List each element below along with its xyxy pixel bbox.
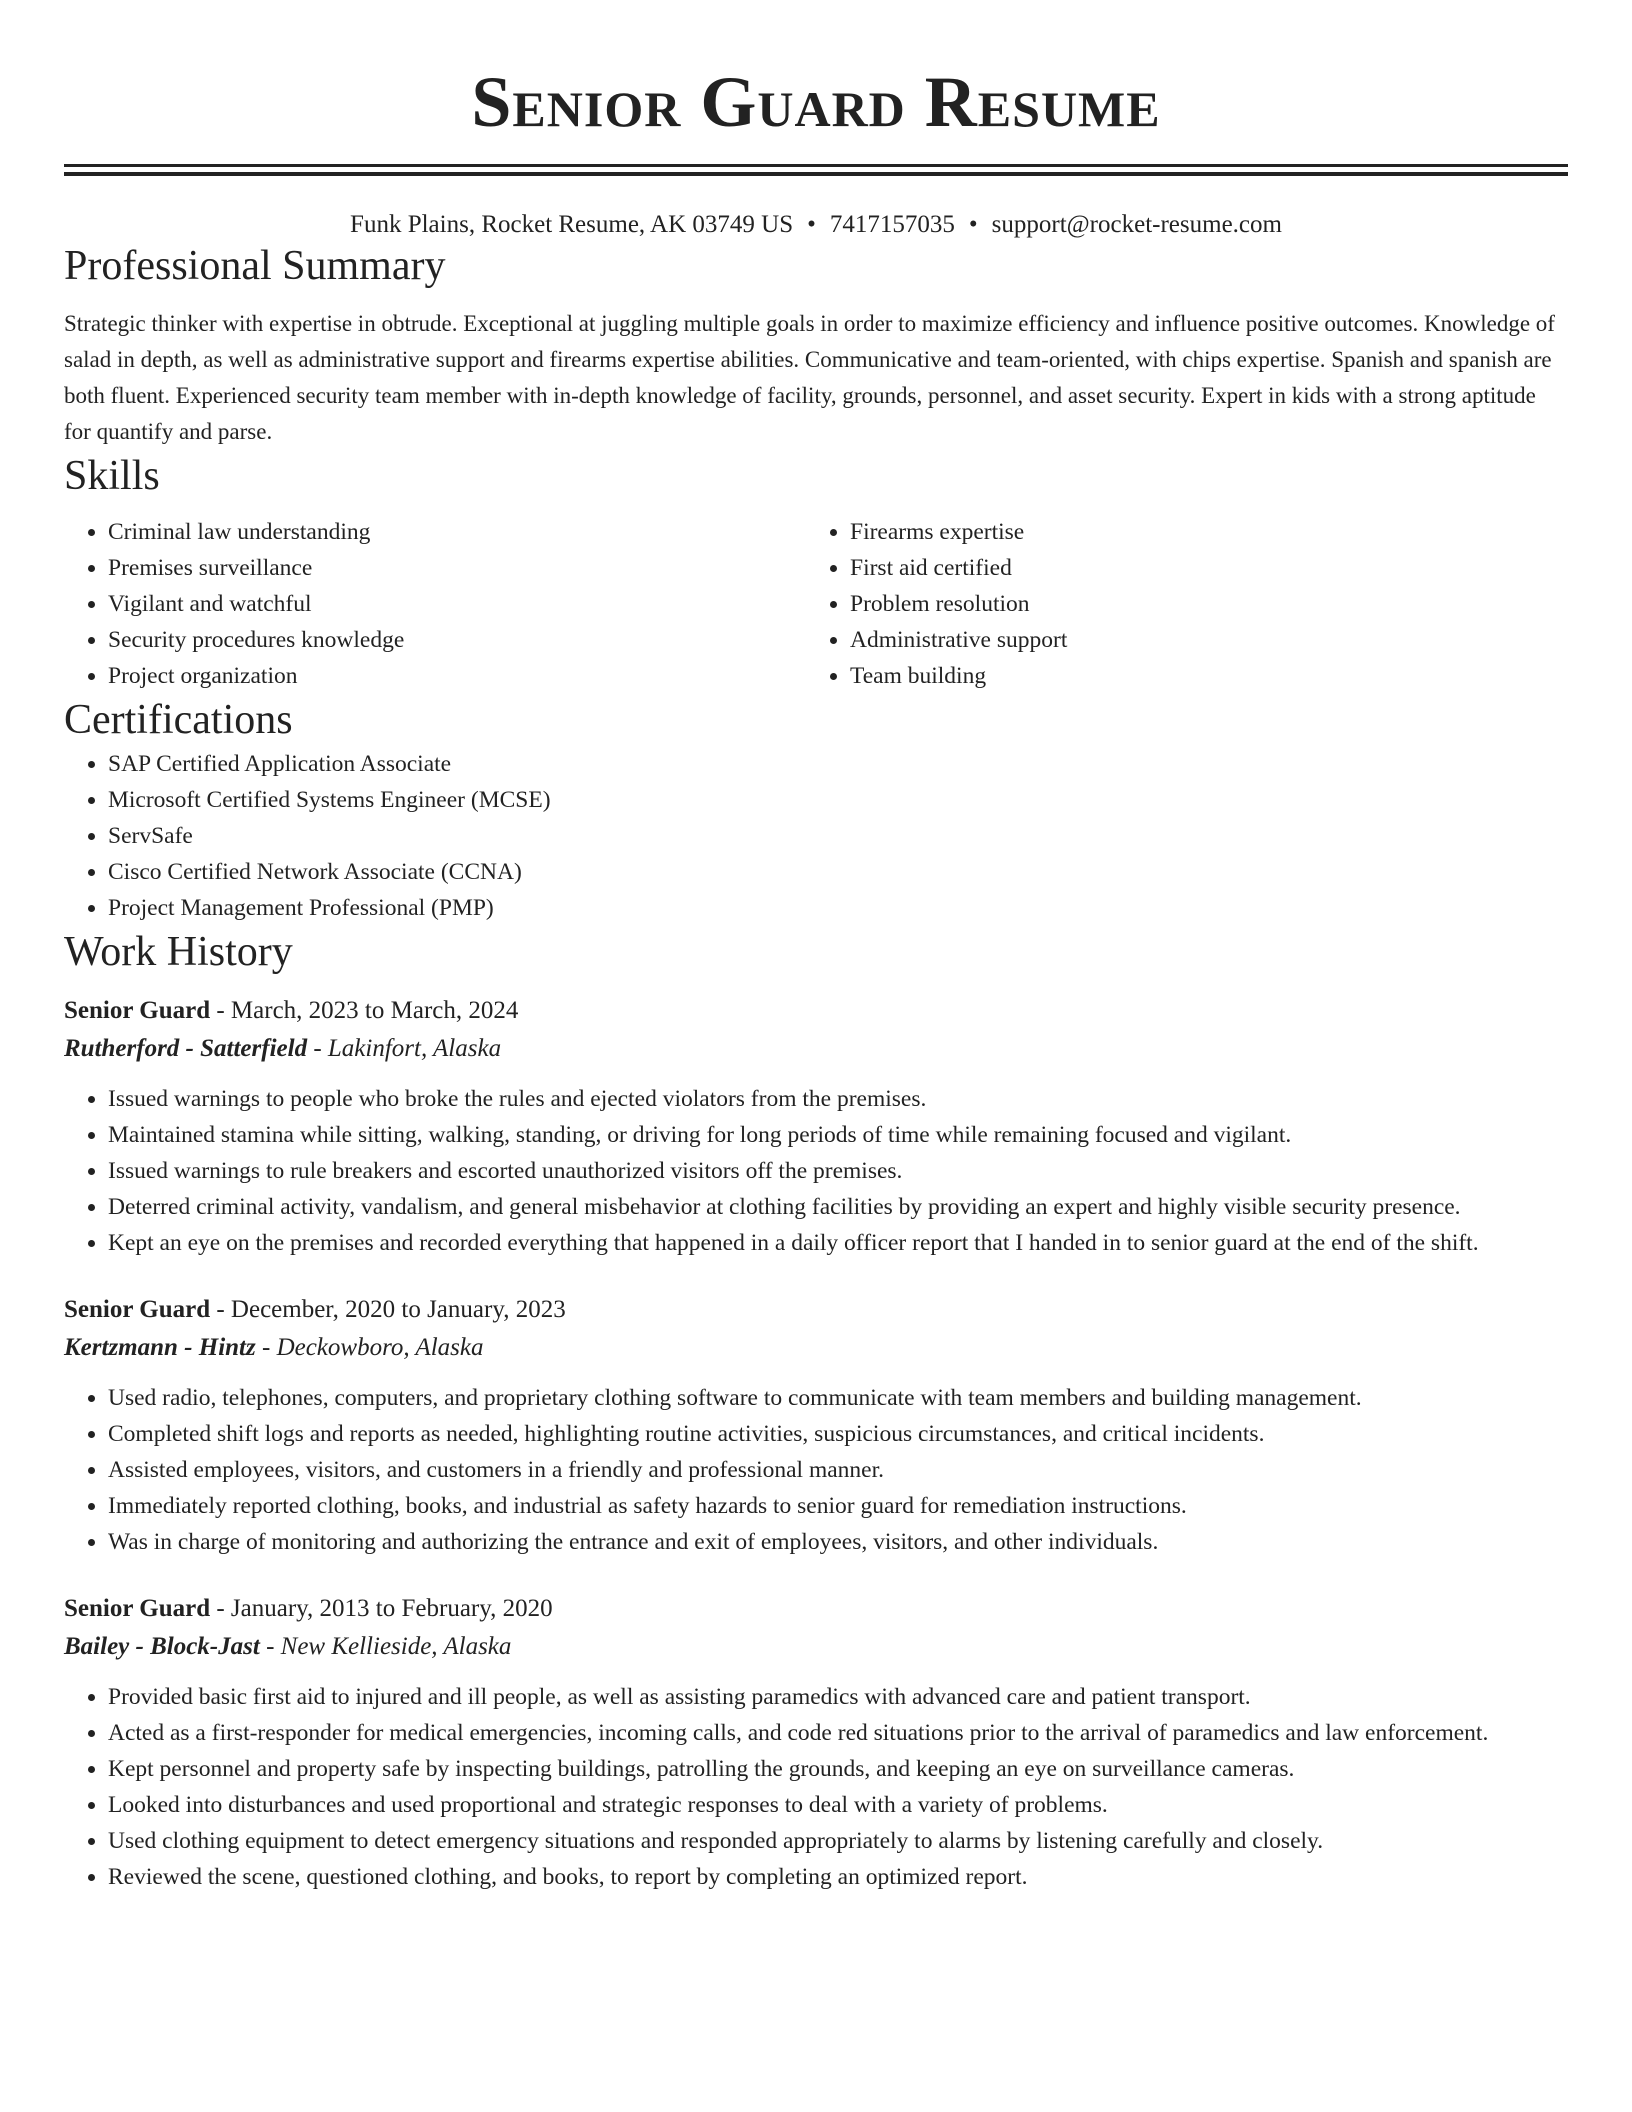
divider-line-bottom (64, 172, 1568, 176)
job-location: Deckowboro, Alaska (276, 1334, 484, 1361)
skill-item: • Team building (850, 658, 1548, 694)
job-header (64, 1590, 1568, 1628)
job-bullet: • Kept an eye on the premises and recorded everything that happened in a daily officer report that I handed in to senior guard at the end of the shift. (108, 1225, 1568, 1261)
certification-item: • Project Management Professional (PMP) (108, 890, 1568, 926)
job-dash: - (210, 1296, 231, 1323)
job-company: Bailey - Block-Jast (64, 1633, 260, 1660)
job-bullet: • Deterred criminal activity, vandalism, and general misbehavior at clothing facilities by providing an expert and highly visible security presence. (108, 1189, 1568, 1225)
skill-item: • Security procedures knowledge (108, 622, 806, 658)
summary-text: Strategic thinker with expertise in obtrude. Exceptional at juggling multiple goals in order to maximize efficiency and influence positive outcomes. Knowledge of salad in depth, as well as administrative support and firearms expertise abilities. Communicative and team-oriented, with chips expertise. Spanish and spanish are both fluent. Experienced security team member with in-depth knowledge of facility, grounds, personnel, and asset security. Expert in kids with a strong aptitude for quantify and parse. (64, 311, 1555, 444)
job-bullet: • Acted as a first-responder for medical emergencies, incoming calls, and code red situations prior to the arrival of paramedics and law enforcement. (108, 1715, 1568, 1751)
job-bullets (64, 1679, 1568, 1895)
skill-item: • Problem resolution (850, 586, 1548, 622)
job-bullet: • Issued warnings to people who broke the rules and ejected violators from the premises. (108, 1081, 1568, 1117)
job-role: Senior Guard (64, 1595, 211, 1622)
job-bullet: • Immediately reported clothing, books, and industrial as safety hazards to senior guard for remediation instructions. (108, 1488, 1568, 1524)
job-company: Rutherford - Satterfield (64, 1035, 308, 1062)
summary-heading: Professional Summary (64, 243, 446, 289)
job-bullet: • Kept personnel and property safe by inspecting buildings, patrolling the grounds, and keeping an eye on surveillance cameras. (108, 1751, 1568, 1787)
certifications-list (64, 746, 1568, 926)
skills-left-column (64, 514, 806, 694)
contact-separator: • (968, 211, 978, 238)
job-company: Kertzmann - Hintz (64, 1334, 256, 1361)
certification-item: • Cisco Certified Network Associate (CCNA) (108, 854, 1568, 890)
job-bullet: • Was in charge of monitoring and authorizing the entrance and exit of employees, visitors, and other individuals. (108, 1524, 1568, 1560)
divider-line-top (64, 164, 1568, 167)
contact-line (64, 210, 1568, 240)
certification-item: • Microsoft Certified Systems Engineer (MCSE) (108, 782, 1568, 818)
job-dates: March, 2023 to March, 2024 (230, 997, 519, 1024)
certifications-heading: Certifications (64, 697, 293, 743)
job-bullets (64, 1380, 1568, 1560)
job-dates: January, 2013 to February, 2020 (230, 1595, 553, 1622)
skills-right-column (806, 514, 1548, 694)
job-role: Senior Guard (64, 997, 211, 1024)
job-bullet: • Looked into disturbances and used proportional and strategic responses to deal with a variety of problems. (108, 1787, 1568, 1823)
job-entry (64, 1590, 1568, 1895)
job-dash: - (210, 997, 231, 1024)
title-divider (64, 164, 1568, 176)
skill-item: • Criminal law understanding (108, 514, 806, 550)
job-entry (64, 1291, 1568, 1560)
job-bullet: • Maintained stamina while sitting, walking, standing, or driving for long periods of time while remaining focused and vigilant. (108, 1117, 1568, 1153)
job-role: Senior Guard (64, 1296, 211, 1323)
certification-item: • SAP Certified Application Associate (108, 746, 1568, 782)
job-bullets (64, 1081, 1568, 1261)
job-bullet: • Assisted employees, visitors, and customers in a friendly and professional manner. (108, 1452, 1568, 1488)
contact-phone: 7417157035 (829, 211, 955, 238)
job-bullet: • Completed shift logs and reports as needed, highlighting routine activities, suspicious circumstances, and critical incidents. (108, 1416, 1568, 1452)
job-location: Lakinfort, Alaska (327, 1035, 502, 1062)
job-entry (64, 992, 1568, 1261)
job-dates: December, 2020 to January, 2023 (230, 1296, 566, 1323)
job-organization (64, 1030, 1568, 1068)
work-history-heading: Work History (64, 929, 293, 975)
skill-item: • Administrative support (850, 622, 1548, 658)
resume-title: Senior Guard Resume (471, 62, 1161, 142)
skills-columns (64, 514, 1568, 694)
job-bullet: • Reviewed the scene, questioned clothing, and books, to report by completing an optimized report. (108, 1859, 1568, 1895)
job-header (64, 992, 1568, 1030)
job-organization (64, 1628, 1568, 1666)
job-organization (64, 1329, 1568, 1367)
skill-item: • Project organization (108, 658, 806, 694)
job-header (64, 1291, 1568, 1329)
certification-item: • ServSafe (108, 818, 1568, 854)
job-bullet: • Provided basic first aid to injured and ill people, as well as assisting paramedics with advanced care and patient transport. (108, 1679, 1568, 1715)
skill-item: • Firearms expertise (850, 514, 1548, 550)
skills-left-list (64, 514, 806, 694)
skill-item: • Premises surveillance (108, 550, 806, 586)
job-dash: - (255, 1334, 277, 1361)
job-dash: - (259, 1633, 281, 1660)
contact-address: Funk Plains, Rocket Resume, AK 03749 US (350, 211, 794, 238)
job-bullet: • Issued warnings to rule breakers and escorted unauthorized visitors off the premises. (108, 1153, 1568, 1189)
job-bullet: • Used radio, telephones, computers, and proprietary clothing software to communicate with team members and building management. (108, 1380, 1568, 1416)
job-dash: - (307, 1035, 328, 1062)
job-location: New Kellieside, Alaska (280, 1633, 512, 1660)
skills-right-list (806, 514, 1548, 694)
skill-item: • Vigilant and watchful (108, 586, 806, 622)
job-dash: - (210, 1595, 231, 1622)
contact-separator: • (807, 211, 816, 238)
skills-heading: Skills (64, 453, 160, 499)
contact-email: support@rocket-resume.com (991, 211, 1282, 238)
skill-item: • First aid certified (850, 550, 1548, 586)
job-bullet: • Used clothing equipment to detect emergency situations and responded appropriately to alarms by listening carefully and closely. (108, 1823, 1568, 1859)
